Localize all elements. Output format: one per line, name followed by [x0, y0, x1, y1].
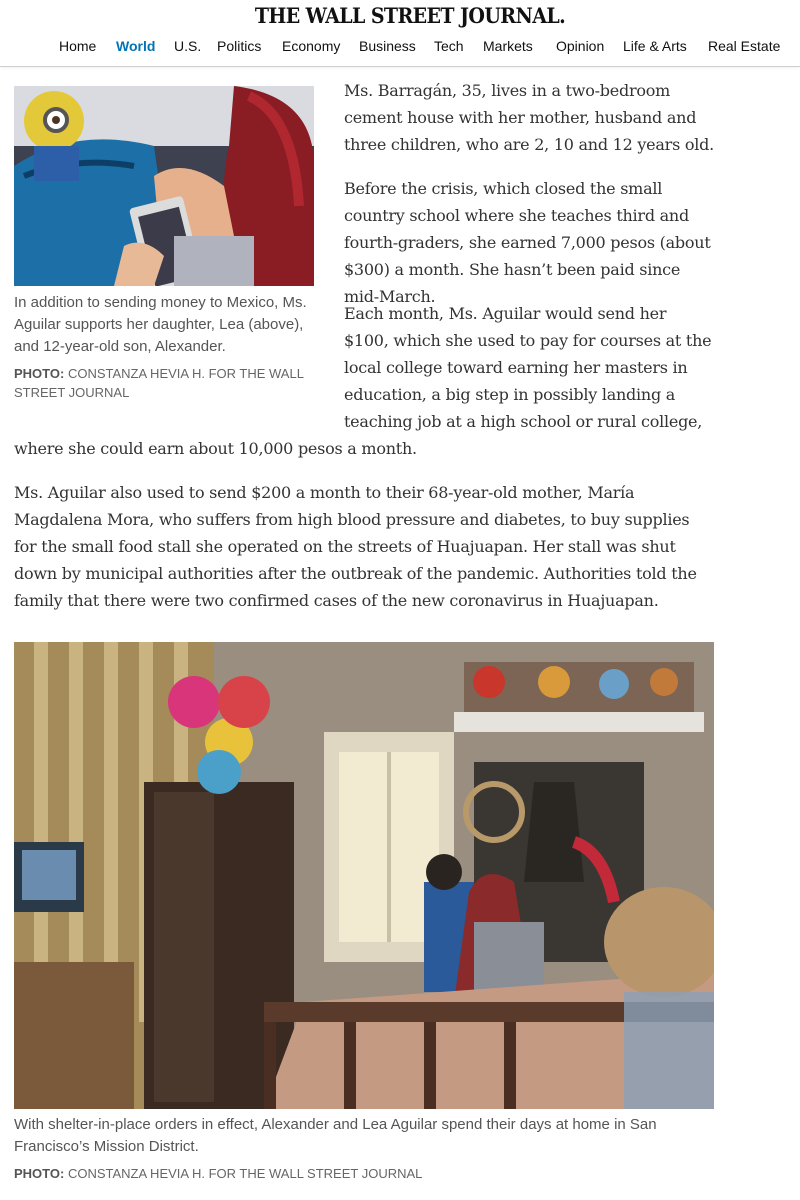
float-spacer [14, 300, 344, 435]
nav-item-economy[interactable]: Economy [282, 38, 341, 54]
nav-item-opinion[interactable]: Opinion [556, 38, 605, 54]
nav-item-business[interactable]: Business [359, 38, 416, 54]
nav-item-us[interactable]: U.S. [174, 38, 202, 54]
nav-item-tech[interactable]: Tech [434, 38, 464, 54]
site-header [0, 0, 800, 67]
photo-lea-with-phone-illustration [14, 86, 314, 286]
photo-credit-label: PHOTO: [14, 1166, 65, 1181]
article-paragraph: Before the crisis, which closed the small country school where she teaches third and fourth-graders, she earned 7,000 pesos (about $300) a month. She hasn’t been paid since mid-March. [344, 179, 711, 306]
photo-credit-label: PHOTO: [14, 366, 65, 381]
photo-caption: In addition to sending money to Mexico, Ms. Aguilar supports her daughter, Lea (above), and 12-year-old son, Alexander. [14, 294, 307, 355]
nav-item-markets[interactable]: Markets [483, 38, 533, 54]
photo-caption: With shelter-in-place orders in effect, Alexander and Lea Aguilar spend their days at home in San Francisco’s Mission District. [14, 1116, 657, 1155]
article-paragraph-wrap [14, 300, 714, 462]
nav-item-real-estate[interactable]: Real Estate [708, 38, 781, 54]
article-paragraph: Ms. Aguilar also used to send $200 a month to their 68-year-old mother, María Magdalena Mora, who suffers from high blood pressure and diabetes, to buy supplies for the small food stall she operated on the streets of Huajuapan. Her stall was shut down by municipal authorities after the outbreak of the pandemic. Authorities told the family that there were two confirmed cases of the new coronavirus in Huajuapan. [14, 483, 697, 610]
nav-item-life-arts[interactable]: Life & Arts [623, 38, 687, 54]
photo-credit-text: CONSTANZA HEVIA H. FOR THE WALL STREET JOURNAL [67, 1166, 423, 1181]
photo-lea-with-phone [14, 86, 314, 286]
nav-item-world[interactable]: World [116, 38, 156, 54]
article-paragraph: Each month, Ms. Aguilar would send her $100, which she used to pay for courses at the local college toward earning her masters in education, a big step in possibly landing a teaching job at a high school or rural college, where she could earn about 10,000 pesos a month. [14, 304, 712, 458]
photo-bedroom-illustration [14, 642, 714, 1109]
photo-credit-text: CONSTANZA HEVIA H. FOR THE WALL STREET JOURNAL [14, 366, 304, 400]
nav-item-politics[interactable]: Politics [217, 38, 262, 54]
nav-item-home[interactable]: Home [59, 38, 97, 54]
photo-bedroom [14, 642, 714, 1109]
article-paragraph: Ms. Barragán, 35, lives in a two-bedroom cement house with her mother, husband and three children, who are 2, 10 and 12 years old. [344, 81, 714, 154]
wsj-logo[interactable]: THE WALL STREET JOURNAL. [254, 3, 566, 29]
photo-credit [14, 1164, 714, 1183]
